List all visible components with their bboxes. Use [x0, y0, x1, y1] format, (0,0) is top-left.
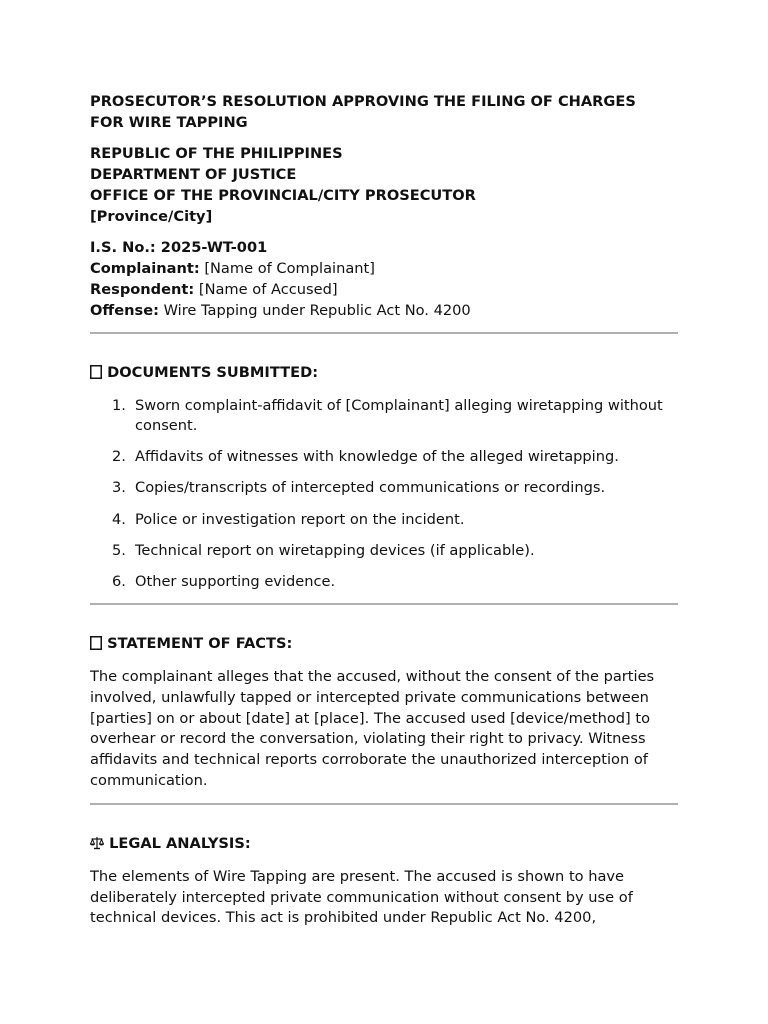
list-item [90, 396, 678, 436]
complainant-value: [Name of Complainant] [199, 260, 375, 277]
offense-value: Wire Tapping under Republic Act No. 4200 [158, 302, 471, 319]
documents-list [90, 396, 678, 592]
list-item-number: 2. [112, 448, 126, 466]
list-item-number: 4. [112, 510, 126, 528]
offense-label: Offense: [90, 302, 159, 319]
documents-heading [90, 362, 678, 383]
list-item-number: 3. [112, 479, 126, 497]
respondent-label: Respondent: [90, 281, 195, 298]
scales-icon [90, 836, 104, 850]
office-line-location: [Province/City] [90, 208, 213, 225]
list-item-text: Police or investigation report on the incident. [135, 510, 465, 528]
respondent-value: [Name of Accused] [194, 281, 338, 298]
case-number: I.S. No.: 2025-WT-001 [90, 239, 268, 256]
missing-glyph-icon [90, 636, 102, 650]
title-line-1: PROSECUTOR’S RESOLUTION APPROVING THE FILING OF CHARGES [90, 93, 636, 110]
facts-heading-text: STATEMENT OF FACTS: [107, 634, 293, 652]
list-item-number: 6. [112, 572, 126, 590]
facts-paragraph: The complainant alleges that the accused, without the consent of the parties involved, unlawfully tapped or intercepted private communications between [parties] on or about [date] at [place]. The accused used [device/method] to overhear or record the conversation, violating their right to privacy. Witness affidavits and technical reports corroborate the unauthorized interception of communication. [90, 667, 655, 789]
list-item-text: Other supporting evidence. [135, 572, 336, 590]
list-item-text: Technical report on wiretapping devices (if applicable). [135, 541, 535, 559]
title-line-2: FOR WIRE TAPPING [90, 114, 248, 131]
facts-heading [90, 633, 678, 654]
offense-row [90, 300, 678, 321]
divider [90, 332, 678, 334]
list-item-text: Affidavits of witnesses with knowledge of the alleged wiretapping. [135, 448, 619, 466]
list-item [90, 541, 678, 561]
missing-glyph-icon [90, 365, 102, 379]
list-item-text: Copies/transcripts of intercepted communications or recordings. [135, 479, 606, 497]
case-details [90, 237, 678, 321]
list-item [90, 447, 678, 467]
office-line-department: DEPARTMENT OF JUSTICE [90, 166, 297, 183]
list-item-number: 1. [112, 397, 126, 414]
respondent-row [90, 279, 678, 300]
office-line-prosecutor: OFFICE OF THE PROVINCIAL/CITY PROSECUTOR [90, 187, 476, 204]
list-item-number: 5. [112, 541, 126, 559]
analysis-heading [90, 833, 678, 854]
list-item [90, 478, 678, 498]
list-item-text: Sworn complaint-affidavit of [Complainant] alleging wiretapping without consent. [135, 397, 663, 434]
resolution-document [90, 91, 678, 929]
divider [90, 803, 678, 805]
list-item [90, 510, 678, 530]
divider [90, 603, 678, 605]
list-item [90, 572, 678, 592]
complainant-label: Complainant: [90, 260, 200, 277]
document-title [90, 91, 678, 133]
office-line-republic: REPUBLIC OF THE PHILIPPINES [90, 145, 343, 162]
analysis-paragraph: The elements of Wire Tapping are present. The accused is shown to have deliberately intercepted private communication without consent by use of technical devices. This act is prohibited under Republic Act No. 4200, [90, 867, 633, 927]
office-header [90, 143, 678, 227]
complainant-row [90, 258, 678, 279]
documents-heading-text: DOCUMENTS SUBMITTED: [107, 364, 319, 381]
analysis-heading-text: LEGAL ANALYSIS: [109, 834, 251, 852]
